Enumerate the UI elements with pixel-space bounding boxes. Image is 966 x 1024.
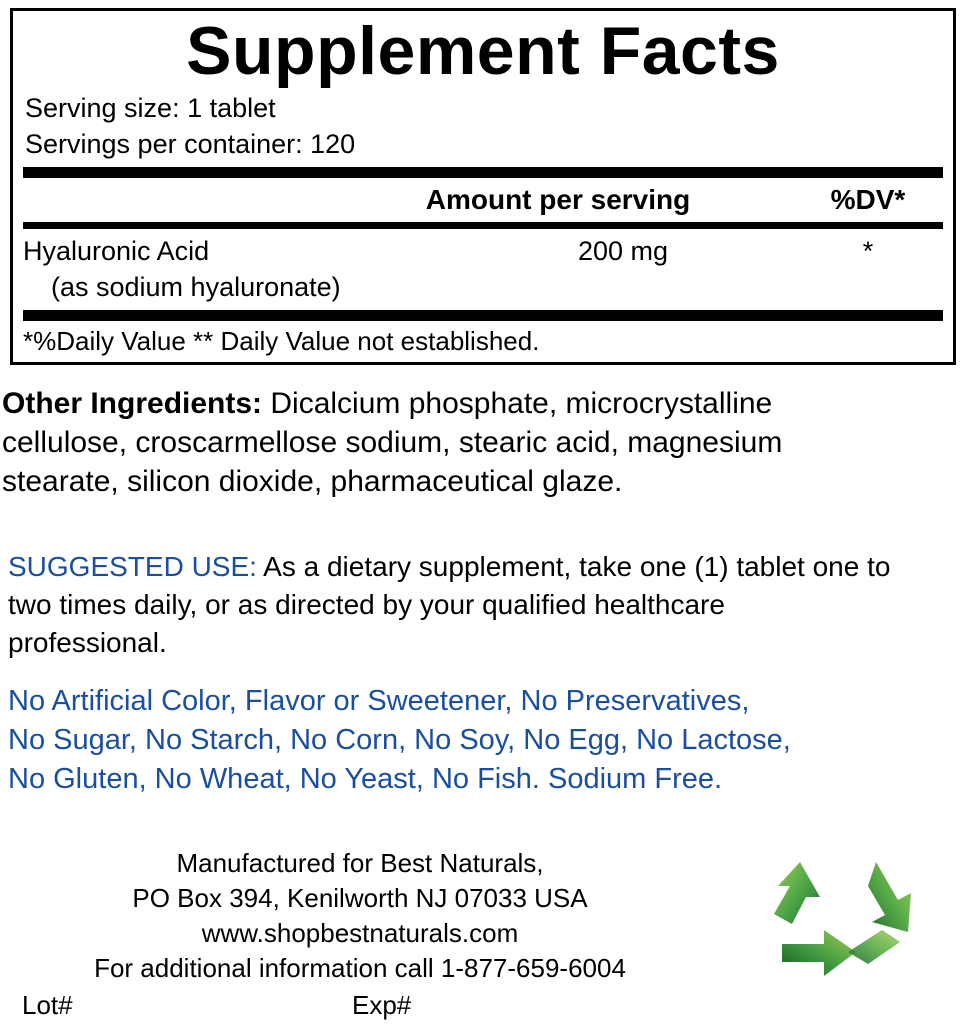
lot-exp-row (0, 988, 720, 1023)
free-claims-line-2: No Sugar, No Starch, No Corn, No Soy, No Egg, No Lactose, (8, 724, 791, 756)
exp-date-label: Exp# (352, 990, 412, 1020)
suggested-use-line-2: two times daily, or as directed by your qualified healthcare (8, 589, 725, 620)
other-ingredients-line-1 (2, 384, 964, 423)
free-claims-line-1: No Artificial Color, Flavor or Sweetener, No Preservatives, (8, 685, 750, 717)
nutrient-source-note: (as sodium hyaluronate) (51, 272, 341, 302)
nutrient-daily-value: * (862, 236, 874, 266)
nutrient-amount: 200 mg (577, 236, 669, 266)
footer-website[interactable]: www.shopbestnaturals.com (201, 918, 519, 948)
supplement-facts-title: Supplement Facts (186, 13, 780, 89)
supplement-facts-panel (10, 8, 956, 365)
footer-address: PO Box 394, Kenilworth NJ 07033 USA (132, 883, 588, 913)
header-amount-per-serving: Amount per serving (425, 184, 691, 215)
servings-per-container-text: Servings per container: 120 (25, 129, 356, 159)
recycle-icon (748, 852, 928, 1002)
suggested-use-block (8, 548, 964, 662)
panel-rule-thick-top (23, 167, 943, 178)
suggested-use-text-1: As a dietary supplement, take one (1) tablet one to (263, 551, 891, 582)
other-ingredients-text-1: Dicalcium phosphate, microcrystalline (270, 387, 773, 420)
footer-phone: For additional information call 1-877-659-6004 (94, 953, 626, 983)
serving-size-text: Serving size: 1 tablet (25, 93, 276, 123)
daily-value-footnote: *%Daily Value ** Daily Value not established. (23, 326, 540, 356)
lot-number-label: Lot# (22, 990, 73, 1020)
free-from-claims-block (8, 682, 964, 799)
facts-column-headers (23, 178, 943, 222)
suggested-use-label: SUGGESTED USE: (8, 551, 257, 582)
other-ingredients-label: Other Ingredients: (2, 387, 263, 420)
other-ingredients-block (2, 384, 964, 501)
table-row (23, 229, 943, 270)
other-ingredients-line-3: stearate, silicon dioxide, pharmaceutical glaze. (2, 465, 623, 498)
free-claims-line-3: No Gluten, No Wheat, No Yeast, No Fish. Sodium Free. (8, 763, 723, 795)
suggested-use-line-3: professional. (8, 627, 167, 658)
footer-manufactured-for: Manufactured for Best Naturals, (176, 848, 544, 878)
suggested-use-line-1 (8, 548, 964, 586)
panel-rule-thick-bottom (23, 310, 943, 321)
header-daily-value: %DV* (830, 184, 906, 215)
manufacturer-footer (0, 846, 720, 1023)
nutrient-name: Hyaluronic Acid (23, 236, 210, 266)
panel-rule-med (23, 222, 943, 229)
other-ingredients-line-2: cellulose, croscarmellose sodium, stearic acid, magnesium (2, 426, 783, 459)
